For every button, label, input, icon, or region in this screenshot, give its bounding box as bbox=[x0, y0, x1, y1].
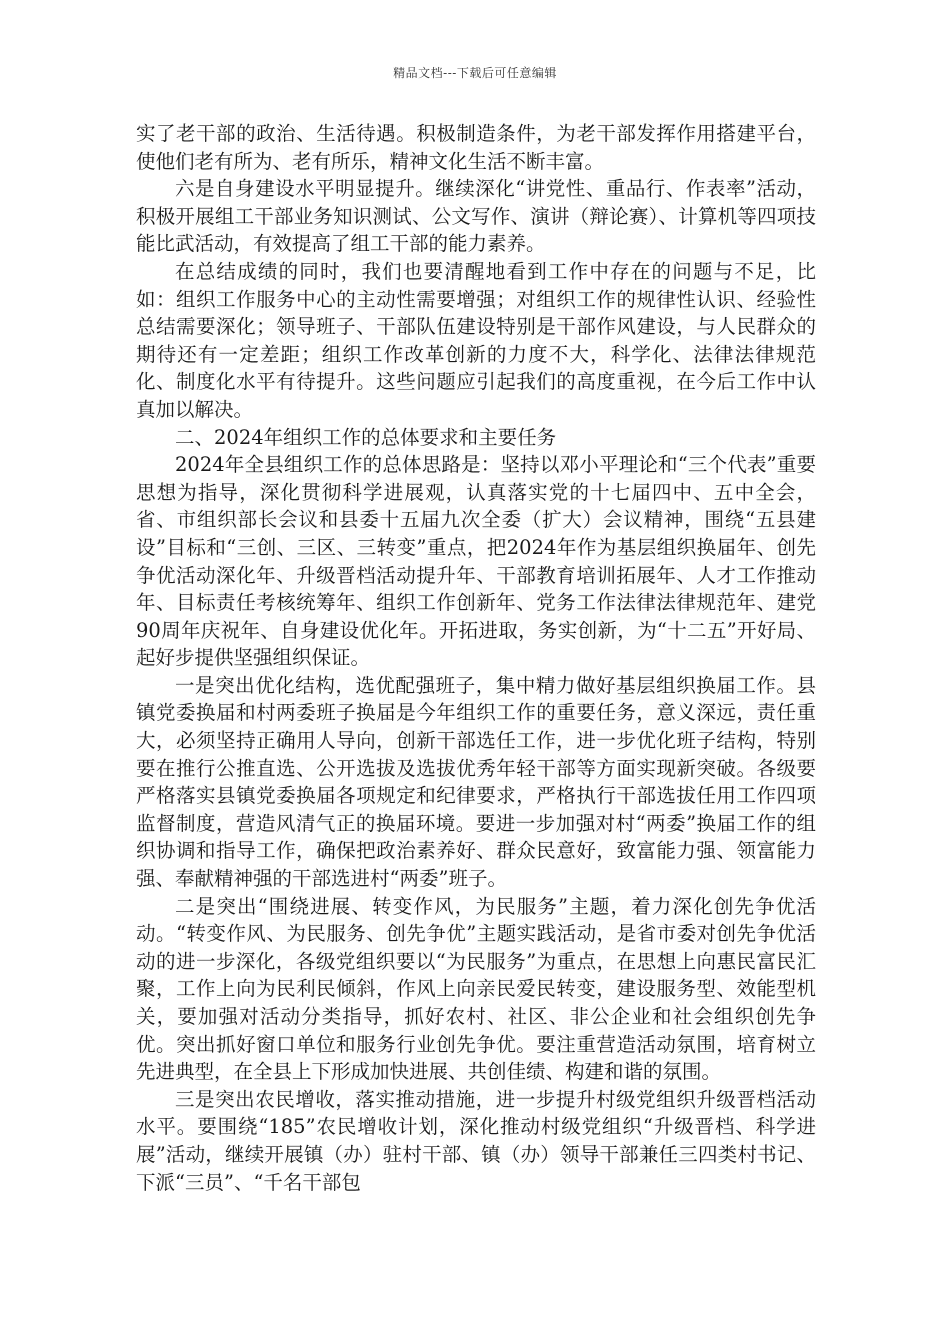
paragraph-6: 一是突出优化结构，选优配强班子，集中精力做好基层组织换届工作。县镇党委换届和村两委班子换届是今年组织工作的重要任务，意义深远，责任重大，必须坚持正确用人导向，创新干部选任工作，进一步优化班子结构，特别要在推行公推直选、公开选拔及选拔优秀年轻干部等方面实现新突破。各级要严格落实县镇党委换届各项规定和纪律要求，严格执行干部选拔任用工作四项监督制度，营造风清气正的换届环境。要进一步加强对村“两委”换届工作的组织协调和指导工作，确保把政治素养好、群众民意好，致富能力强、领富能力强、奉献精神强的干部选进村“两委”班子。 bbox=[136, 673, 816, 891]
paragraph-8: 三是突出农民增收，落实推动措施，进一步提升村级党组织升级晋档活动水平。要围绕“185”农民增收计划，深化推动村级党组织“升级晋档、科学进展”活动，继续开展镇（办）驻村干部、镇（办）领导干部兼任三四类村书记、下派“三员”、“千名干部包 bbox=[136, 1087, 816, 1194]
section-heading: 二、2024年组织工作的总体要求和主要任务 bbox=[175, 425, 557, 449]
paragraph-1: 实了老干部的政治、生活待遇。积极制造条件，为老干部发挥作用搭建平台，使他们老有所为、老有所乐，精神文化生活不断丰富。 bbox=[136, 122, 816, 173]
paragraph-3: 在总结成绩的同时，我们也要清醒地看到工作中存在的问题与不足，比如：组织工作服务中心的主动性需要增强；对组织工作的规律性认识、经验性总结需要深化；领导班子、干部队伍建设特别是干部作风建设，与人民群众的期待还有一定差距；组织工作改革创新的力度不大，科学化、法律法律规范化、制度化水平有待提升。这些问题应引起我们的高度重视，在今后工作中认真加以解决。 bbox=[136, 259, 816, 421]
paragraph-2: 六是自身建设水平明显提升。继续深化“讲党性、重品行、作表率”活动，积极开展组工干部业务知识测试、公文写作、演讲（辩论赛）、计算机等四项技能比武活动，有效提高了组工干部的能力素养。 bbox=[136, 177, 816, 256]
paragraph-5: 2024年全县组织工作的总体思路是：坚持以邓小平理论和“三个代表”重要思想为指导，深化贯彻科学进展观，认真落实党的十七届四中、五中全会，省、市组织部长会议和县委十五届九次全委（扩大）会议精神，围绕“五县建设”目标和“三创、三区、三转变”重点，把2024年作为基层组织换届年、创先争优活动深化年、升级晋档活动提升年、干部教育培训拓展年、人才工作推动年、目标责任考核统筹年、组织工作创新年、党务工作法律法律规范年、建党90周年庆祝年、自身建设优化年。开拓进取，务实创新，为“十二五”开好局、起好步提供坚强组织保证。 bbox=[136, 453, 816, 670]
document-body bbox=[136, 120, 816, 1196]
paragraph-7: 二是突出“围绕进展、转变作风，为民服务”主题，着力深化创先争优活动。“转变作风、为民服务、创先争优”主题实践活动，是省市委对创先争优活动的进一步深化，各级党组织要以“为民服务”为重点，在思想上向惠民富民汇聚，工作上向为民利民倾斜，作风上向亲民爱民转变，建设服务型、效能型机关，要加强对活动分类指导，抓好农村、社区、非公企业和社会组织创先争优。突出抓好窗口单位和服务行业创先争优。要注重营造活动氛围，培育树立先进典型，在全县上下形成加快进展、共创佳绩、构建和谐的氛围。 bbox=[136, 894, 816, 1084]
page-header: 精品文档---下载后可任意编辑 bbox=[393, 66, 557, 80]
